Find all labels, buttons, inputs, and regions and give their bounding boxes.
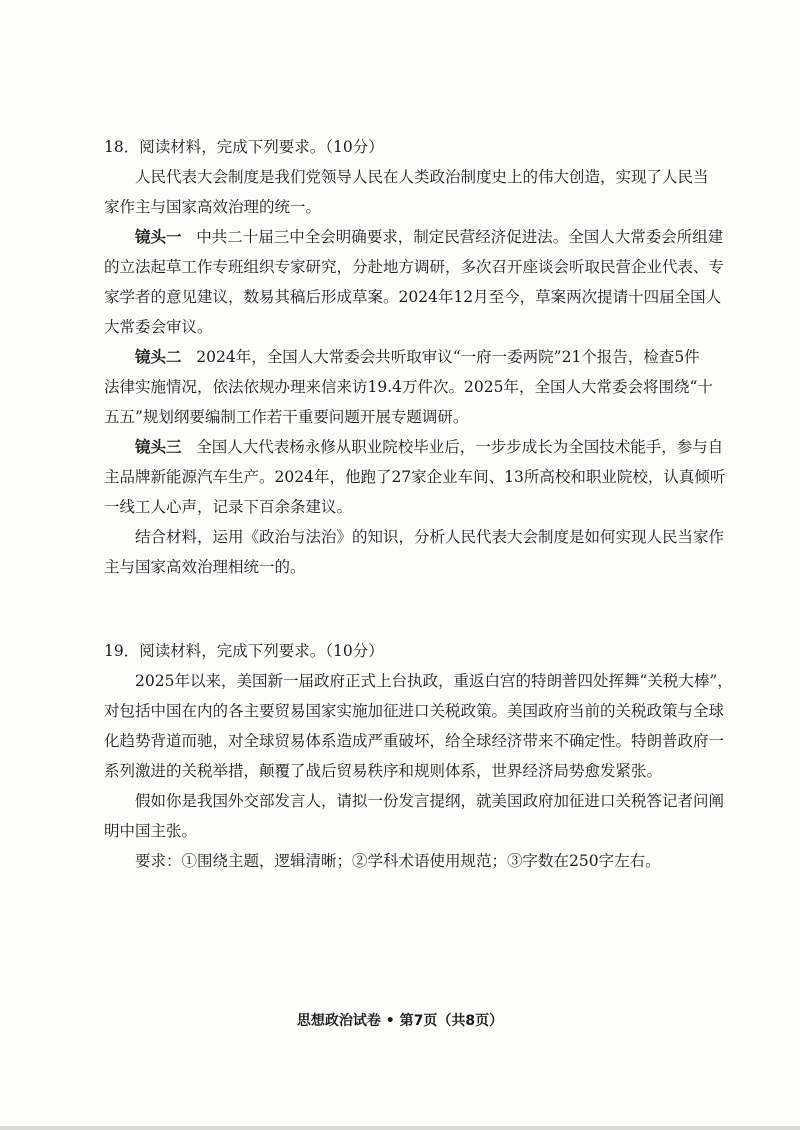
question-19-heading: 19．阅读材料，完成下列要求。（10分） (104, 642, 384, 660)
q19-material-line: 对包括中国在内的各主要贸易国家实施加征进口关税政策。美国政府当前的关税政策与全球 (104, 702, 725, 720)
page-footer: 思想政治试卷 • 第7页（共8页） (296, 1013, 504, 1029)
q18-scene1-line (104, 222, 724, 252)
q19-task-line: 明中国主张。 (104, 822, 198, 840)
scene3-label: 镜头三 (135, 437, 182, 456)
q18-task-line: 主与国家高效治理相统一的。 (104, 558, 306, 576)
page-bottom-edge (0, 1126, 800, 1130)
q18-task-line: 结合材料，运用《政治与法治》的知识，分析人民代表大会制度是如何实现人民当家作 (135, 528, 725, 546)
scene1-label: 镜头一 (135, 227, 182, 246)
question-18 (104, 132, 726, 582)
q18-scene3-line: 主品牌新能源汽车生产。2024年，他跑了27家企业车间、13所高校和职业院校，认真倾听 (104, 468, 726, 486)
scene2-label: 镜头二 (135, 347, 182, 366)
question-18-heading: 18．阅读材料，完成下列要求。（10分） (104, 138, 384, 156)
question-19 (104, 636, 733, 876)
q19-material-line: 2025年以来，美国新一届政府正式上台执政，重返白宫的特朗普四处挥舞“关税大棒”， (135, 672, 733, 690)
q19-material-line: 系列激进的关税举措，颠覆了战后贸易秩序和规则体系，世界经济局势愈发紧张。 (104, 762, 663, 780)
q19-material-line: 化趋势背道而驰，对全球贸易体系造成严重破坏，给全球经济带来不确定性。特朗普政府一 (104, 732, 725, 750)
scene2-text: 2024年，全国人大常委会共听取审议“一府一委两院”21个报告，检查5件 (196, 348, 700, 366)
q18-scene2-line: 五五”规划纲要编制工作若干重要问题开展专题调研。 (104, 408, 469, 426)
scene1-text: 中共二十届三中全会明确要求，制定民营经济促进法。全国人大常委会所组建 (196, 228, 724, 246)
scene3-text: 全国人大代表杨永修从职业院校毕业后，一步步成长为全国技术能手，参与自 (196, 438, 724, 456)
q18-scene1-line: 大常委会审议。 (104, 318, 213, 336)
q18-intro-line: 家作主与国家高效治理的统一。 (104, 198, 322, 216)
q19-task-line: 假如你是我国外交部发言人，请拟一份发言提纲，就美国政府加征进口关税答记者问阐 (135, 792, 725, 810)
q18-scene2-line: 法律实施情况，依法依规办理来信来访19.4万件次。2025年，全国人大常委会将围绕“十 (104, 378, 713, 396)
q18-scene3-line: 一线工人心声，记录下百余条建议。 (104, 498, 353, 516)
q18-scene1-line: 家学者的意见建议，数易其稿后形成草案。2024年12月至今，草案两次提请十四届全国人 (104, 288, 722, 306)
q19-requirement: 要求：①围绕主题，逻辑清晰；②学科术语使用规范；③字数在250字左右。 (135, 852, 661, 870)
q18-scene3-line (104, 432, 724, 462)
q18-intro-line: 人民代表大会制度是我们党领导人民在人类政治制度史上的伟大创造，实现了人民当 (135, 168, 709, 186)
q18-scene2-line (104, 342, 704, 372)
q18-scene1-line: 的立法起草工作专班组织专家研究，分赴地方调研，多次召开座谈会听取民营企业代表、专 (104, 258, 725, 276)
